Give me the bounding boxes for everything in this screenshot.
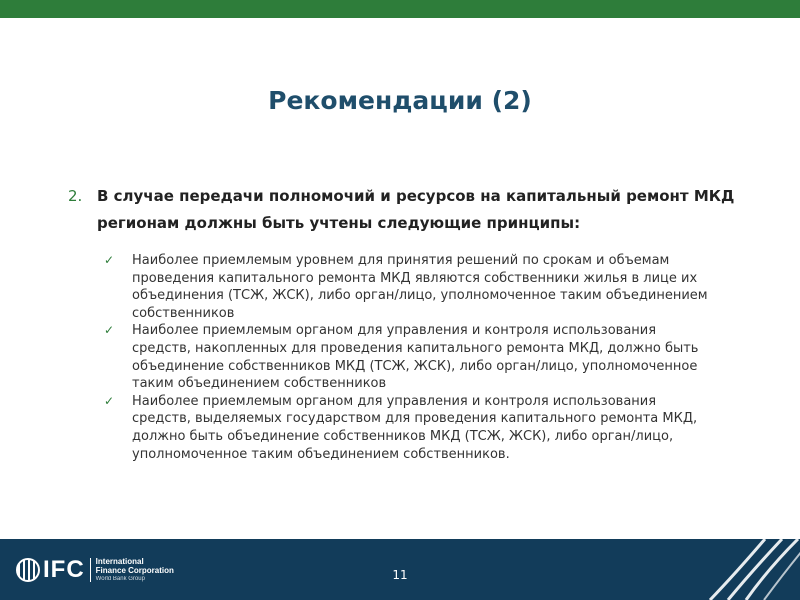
checkmark-icon: ✓: [104, 393, 115, 408]
point-number: 2.: [68, 187, 83, 205]
logo-line-3: World Bank Group: [95, 575, 145, 582]
logo-line-2: Finance Corporation: [95, 565, 174, 575]
bullet-text: Наиболее приемлемым органом для управления и контроля использования средств, накопленных для проведения капитального ремонта МКД, должно быть объединение собственников МКД (ТСЖ, ЖСК), либо орган/лицо, уполномоченное таким объединением собственников: [132, 323, 699, 392]
checkmark-icon: ✓: [104, 253, 115, 267]
list-item: [104, 393, 714, 463]
checkmark-icon: ✓: [104, 323, 115, 338]
point-text: В случае передачи полномочий и ресурсов на капитальный ремонт МКД регионам должны быть учтены следующие принципы:: [97, 187, 735, 232]
list-item: [104, 322, 714, 392]
top-accent-bar: [0, 0, 800, 18]
swoosh-decoration-icon: [690, 539, 800, 600]
slide-title: Рекомендации (2): [268, 86, 532, 115]
list-item: [104, 252, 714, 322]
bullet-list: [104, 252, 714, 463]
page-number: 11: [392, 568, 408, 582]
footer-bar: [0, 539, 800, 600]
logo-abbreviation: IFC: [43, 558, 91, 582]
bullet-text: Наиболее приемлемым органом для управления и контроля использования средств, выделяемых государством для проведения капитального ремонта МКД, должно быть объединение собственников МКД (ТСЖ, ЖСК), либо орган/лицо, уполномоченное таким объединением собственников.: [132, 393, 698, 462]
main-point: [68, 183, 748, 237]
bullet-text: Наиболее приемлемым уровнем для принятия решений по срокам и объемам проведения капитального ремонта МКД являются собственники жилья в лице их объединения (ТСЖ, ЖСК), либо орган/лицо, уполномоченное таким объединением собственников: [132, 253, 708, 321]
logo-line-1: International: [95, 556, 144, 566]
